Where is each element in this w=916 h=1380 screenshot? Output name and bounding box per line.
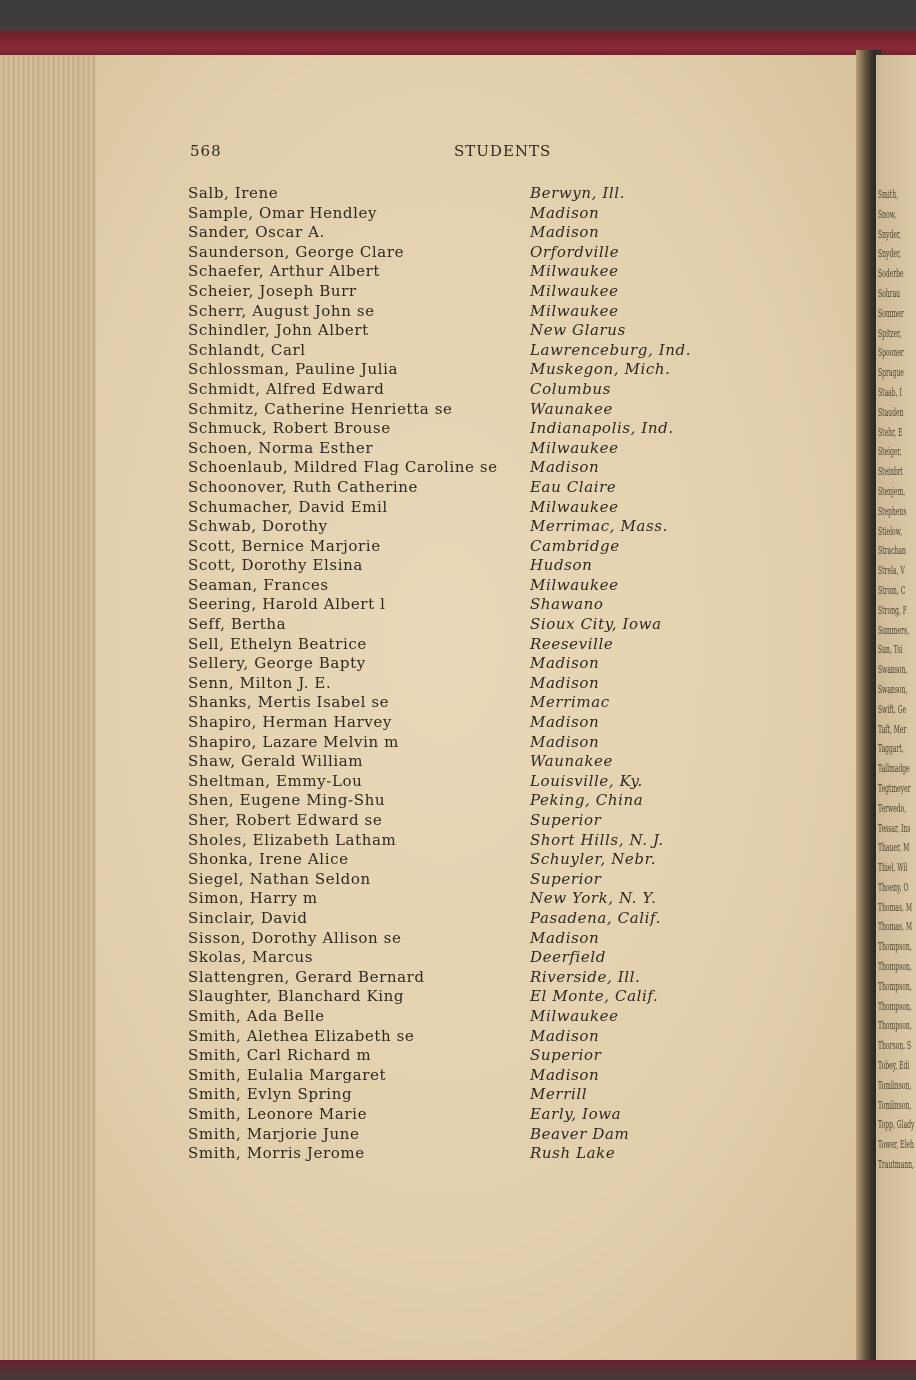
facing-page-fragment: Sun, Tsi [878,643,903,657]
student-hometown: Superior [530,869,602,888]
student-hometown: Hudson [530,556,593,575]
student-hometown: Milwaukee [530,301,619,320]
list-item [188,321,728,341]
student-name: Scherr, August John se [188,301,375,320]
facing-page-fragment: Strachan [878,544,906,558]
facing-page-fragment: Sprague [878,366,904,380]
list-item [188,968,728,988]
facing-page-edge [876,55,916,1360]
student-hometown: Superior [530,811,602,829]
student-name: Smith, Marjorie June [188,1124,360,1143]
student-hometown: Indianapolis, Ind. [530,419,674,438]
list-item [188,439,728,459]
student-name: Shapiro, Lazare Melvin m [188,732,399,751]
facing-page-fragment: Thompson, [878,979,912,993]
student-hometown: Cambridge [530,536,620,555]
facing-page-fragment: Soderbe [878,267,904,281]
student-name: Smith, Ada Belle [188,1006,325,1025]
student-hometown: Merrimac, Mass. [530,517,668,536]
list-item [188,360,728,380]
list-item [188,1066,728,1086]
facing-page-fragment: Swanson, [878,663,908,677]
student-name: Schmitz, Catherine Henrietta se [188,399,453,418]
facing-page-fragment: Sommer [878,306,904,320]
facing-page-fragment: Staab, I [878,385,902,399]
list-item [188,262,728,282]
student-hometown: Riverside, Ill. [530,967,641,986]
student-name: Seaman, Frances [188,575,329,594]
student-name: Schlossman, Pauline Julia [188,360,399,379]
list-item [188,674,728,694]
facing-page-fragment: Strela, V [878,564,905,578]
student-name: Sisson, Dorothy Allison se [188,928,402,947]
facing-page-fragment: Tobey, Edi [878,1059,910,1073]
student-name: Schaefer, Arthur Albert [188,262,381,281]
list-item [188,772,728,792]
student-hometown: Milwaukee [530,438,619,457]
student-hometown: Louisville, Ky. [530,771,643,790]
facing-page-fragment: Thompson, [878,960,912,974]
book-binding-bottom [0,1360,916,1380]
facing-page-fragment: Snyder, [878,227,902,241]
list-item [188,713,728,733]
facing-page-fragment: Summers, [878,623,910,637]
student-hometown: Sioux City, Iowa [530,615,662,634]
student-hometown: Milwaukee [530,1006,619,1025]
student-hometown: Superior [530,1046,602,1065]
list-item [188,1125,728,1145]
student-hometown: Madison [530,654,600,673]
list-item [188,889,728,909]
student-name: Siegel, Nathan Seldon [188,869,371,888]
list-item [188,1105,728,1125]
student-hometown: Columbus [530,379,611,398]
student-hometown: Schuyler, Nebr. [530,850,657,869]
student-hometown: Muskegon, Mich. [530,360,671,379]
facing-page-fragment: Strom, C [878,583,906,597]
list-item [188,537,728,557]
facing-page-fragment: Smith, [878,188,899,201]
list-item [188,380,728,400]
list-item [188,419,728,439]
student-name: Scott, Dorothy Elsina [188,556,363,575]
student-name: Smith, Eulalia Margaret [188,1065,387,1084]
facing-page-fragment: Steinbri [878,465,903,479]
student-hometown: Beaver Dam [530,1124,630,1143]
student-name: Sher, Robert Edward se [188,811,383,829]
student-name: Sample, Omar Hendley [188,203,378,222]
student-hometown: Waunakee [530,399,613,418]
student-hometown: Deerfield [530,948,606,967]
facing-page-fragment: Stauden [878,405,904,419]
facing-page-fragment: Stehr, E [878,425,903,439]
list-item [188,341,728,361]
student-hometown: Early, Iowa [530,1104,622,1123]
facing-page-fragment: Tomlinson, [878,1078,912,1092]
student-name: Schoen, Norma Esther [188,438,374,457]
list-item [188,654,728,674]
facing-page-fragment: Spooner [878,346,904,360]
list-item [188,517,728,537]
facing-page-fragment: Sohrau [878,286,901,300]
facing-page-fragment: Thompson, [878,1019,912,1033]
list-item [188,831,728,851]
student-hometown: Madison [530,713,600,732]
student-name: Sander, Oscar A. [188,223,325,242]
list-item [188,282,728,302]
facing-page-fragment: Swift, Ge [878,702,907,716]
list-item [188,870,728,890]
student-name: Scheier, Joseph Burr [188,281,357,300]
student-name: Shaw, Gerald William [188,752,364,771]
student-hometown: Merrimac [530,693,610,712]
facing-page-fragment: Topp, Glady [878,1118,915,1132]
student-hometown: Merrill [530,1085,588,1104]
student-hometown: Eau Claire [530,477,617,496]
facing-page-fragment: Thauer, M [878,841,910,855]
list-item [188,400,728,420]
student-hometown: Madison [530,673,600,692]
student-name: Slattengren, Gerard Bernard [188,967,425,986]
facing-page-fragment: Swanson, [878,682,908,696]
facing-page-fragment: Terwedo, [878,801,907,815]
student-hometown: Madison [530,1026,600,1045]
facing-page-fragment: Snow, [878,207,897,221]
facing-page-fragment: Spitzer, [878,326,902,340]
facing-page-fragment: Snyder, [878,247,902,261]
student-list [188,184,728,1164]
student-name: Schlandt, Carl [188,340,306,359]
student-hometown: Peking, China [530,791,644,810]
list-item [188,1144,728,1164]
student-name: Seering, Harold Albert l [188,595,386,614]
student-name: Shapiro, Herman Harvey [188,713,392,732]
student-hometown: Rush Lake [530,1144,616,1163]
student-name: Sheltman, Emmy-Lou [188,771,363,790]
student-name: Sholes, Elizabeth Latham [188,830,397,849]
student-hometown: Madison [530,458,600,477]
student-name: Smith, Leonore Marie [188,1104,368,1123]
facing-page-fragment: Tessar, Ins [878,821,911,835]
student-name: Saunderson, George Clare [188,242,405,261]
student-name: Schoonover, Ruth Catherine [188,477,419,496]
facing-page-fragment: Tomlinson, [878,1098,912,1112]
student-hometown: Madison [530,732,600,751]
list-item [188,302,728,322]
list-item [188,909,728,929]
list-item [188,1027,728,1047]
list-item [188,850,728,870]
student-name: Sinclair, David [188,908,308,927]
facing-page-fragment: Taft, Mer [878,722,907,736]
student-name: Shen, Eugene Ming-Shu [188,791,386,810]
list-item [188,184,728,204]
facing-page-names [878,185,914,1175]
student-name: Schmuck, Robert Brouse [188,419,391,438]
facing-page-fragment: Thomas, M [878,920,913,934]
student-hometown: Milwaukee [530,575,619,594]
list-item [188,733,728,753]
student-name: Sell, Ethelyn Beatrice [188,634,367,653]
list-item [188,458,728,478]
student-hometown: Orfordville [530,242,620,261]
list-item [188,948,728,968]
page-edges [0,55,100,1360]
facing-page-fragment: Stielow, [878,524,903,538]
list-item [188,223,728,243]
student-hometown: Short Hills, N. J. [530,830,664,849]
student-hometown: Madison [530,203,600,222]
facing-page-fragment: Trautmann, [878,1158,914,1172]
facing-page-fragment: Thompson, [878,999,912,1013]
student-name: Shonka, Irene Alice [188,850,349,869]
student-hometown: El Monte, Calif. [530,987,659,1006]
facing-page-fragment: Stenjem, [878,484,906,498]
list-item [188,478,728,498]
student-hometown: Lawrenceburg, Ind. [530,340,692,359]
student-hometown: Milwaukee [530,262,619,281]
facing-page-fragment: Thomas, M [878,900,913,914]
student-name: Seff, Bertha [188,615,287,634]
student-name: Schwab, Dorothy [188,517,328,536]
page-number: 568 [190,142,222,160]
student-hometown: Milwaukee [530,497,619,516]
facing-page-fragment: Steiger, [878,445,902,459]
student-name: Shanks, Mertis Isabel se [188,693,390,712]
list-item [188,556,728,576]
facing-page-fragment: Tower, Eleh [878,1138,914,1152]
list-item [188,498,728,518]
facing-page-fragment: Thiel, Wil [878,861,908,875]
page-header [190,142,562,164]
facing-page-fragment: Taggart, [878,742,904,756]
student-name: Slaughter, Blanchard King [188,987,405,1006]
list-item [188,1046,728,1066]
list-item [188,791,728,811]
student-name: Schindler, John Albert [188,321,369,340]
facing-page-fragment: Tegtmeyer [878,781,911,795]
student-name: Smith, Carl Richard m [188,1046,372,1065]
student-hometown: Madison [530,1065,600,1084]
list-item [188,752,728,772]
list-item [188,576,728,596]
list-item [188,811,728,831]
student-name: Smith, Morris Jerome [188,1144,365,1163]
student-name: Sellery, George Bapty [188,654,366,673]
list-item [188,693,728,713]
student-hometown: Berwyn, Ill. [530,184,626,202]
list-item [188,595,728,615]
running-head: STUDENTS [454,142,552,160]
list-item [188,1007,728,1027]
facing-page-fragment: Strong, F [878,603,907,617]
list-item [188,929,728,949]
student-name: Scott, Bernice Marjorie [188,536,381,555]
facing-page-fragment: Tallmadge [878,762,910,776]
facing-page-fragment: Thorson, S [878,1039,912,1053]
student-hometown: Milwaukee [530,281,619,300]
facing-page-fragment: Stephens [878,504,907,518]
facing-page-fragment: Thompson, [878,940,912,954]
student-name: Simon, Harry m [188,889,318,908]
book-binding-top [0,0,916,62]
student-hometown: Madison [530,928,600,947]
student-name: Schumacher, David Emil [188,497,388,516]
student-name: Salb, Irene [188,184,279,202]
student-hometown: New Glarus [530,321,626,340]
list-item [188,615,728,635]
student-name: Smith, Alethea Elizabeth se [188,1026,415,1045]
student-hometown: Madison [530,223,600,242]
list-item [188,987,728,1007]
student-name: Smith, Evlyn Spring [188,1085,353,1104]
student-name: Schoenlaub, Mildred Flag Caroline se [188,458,498,477]
student-hometown: New York, N. Y. [530,889,657,908]
student-hometown: Waunakee [530,752,613,771]
student-name: Skolas, Marcus [188,948,314,967]
student-name: Schmidt, Alfred Edward [188,379,385,398]
student-hometown: Reeseville [530,634,614,653]
student-hometown: Pasadena, Calif. [530,908,662,927]
list-item [188,1085,728,1105]
list-item [188,243,728,263]
list-item [188,204,728,224]
list-item [188,635,728,655]
student-name: Senn, Milton J. E. [188,673,332,692]
student-hometown: Shawano [530,595,604,614]
facing-page-fragment: Thoeny, O [878,880,909,894]
